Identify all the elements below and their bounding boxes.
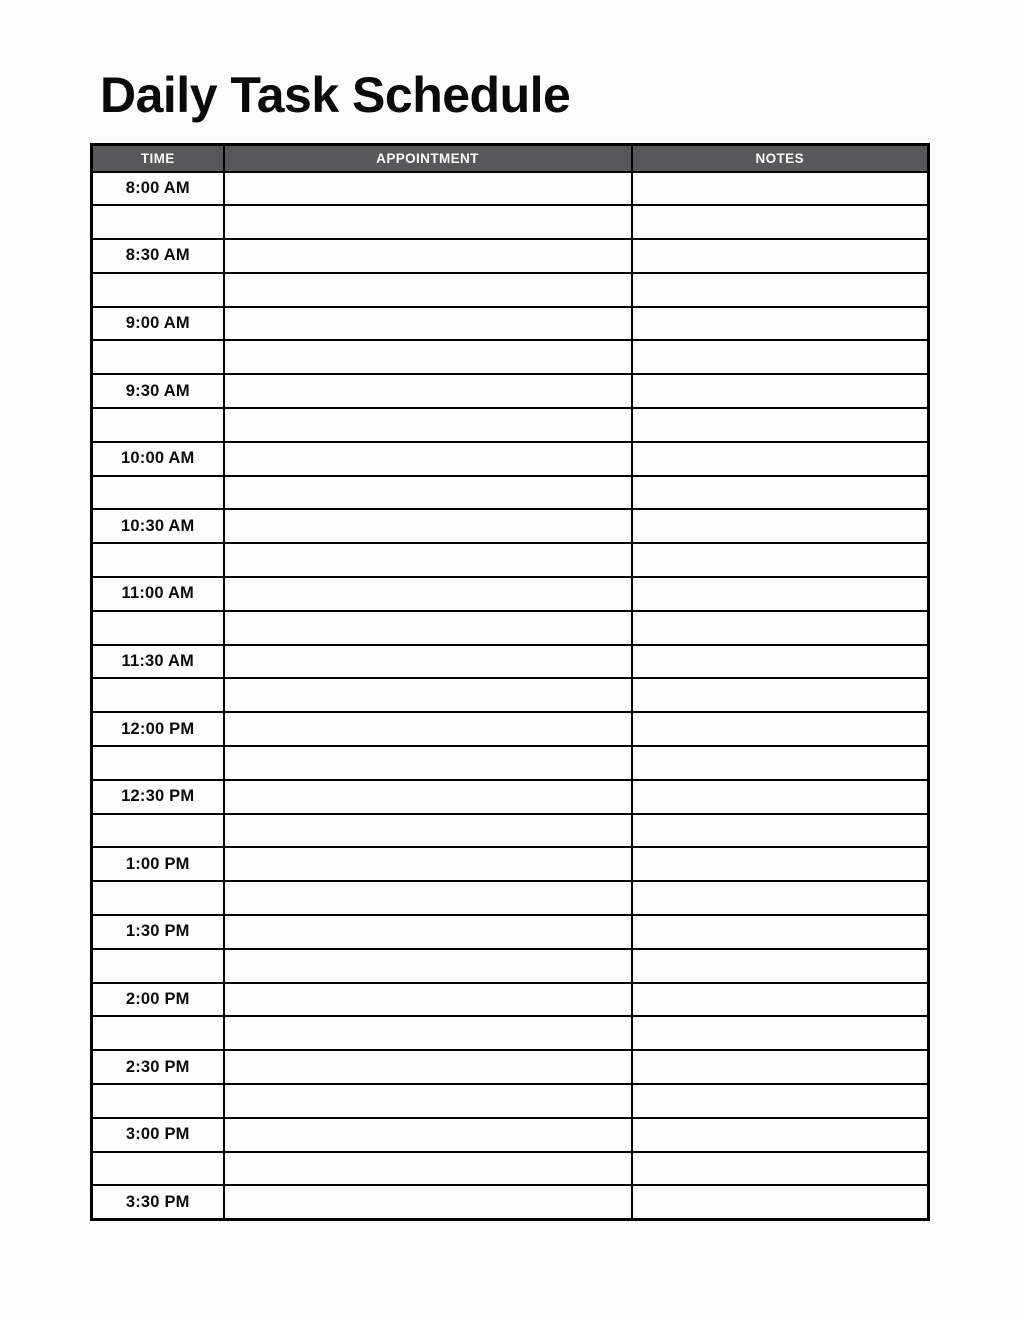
notes-cell: [632, 442, 929, 476]
notes-cell: [632, 1050, 929, 1084]
time-slot-row: [92, 915, 929, 949]
appointment-cell: [224, 1050, 632, 1084]
time-slot-row: [92, 172, 929, 206]
notes-cell: [632, 1185, 929, 1219]
appointment-cell: [224, 881, 632, 915]
notes-cell: [632, 239, 929, 273]
appointment-cell: [224, 509, 632, 543]
time-cell: 8:00 AM: [92, 172, 224, 206]
notes-cell: [632, 915, 929, 949]
time-cell: 9:00 AM: [92, 307, 224, 341]
appointment-cell: [224, 780, 632, 814]
time-cell: [92, 340, 224, 374]
spacer-row: [92, 949, 929, 983]
time-cell: [92, 273, 224, 307]
spacer-row: [92, 814, 929, 848]
notes-cell: [632, 307, 929, 341]
appointment-cell: [224, 543, 632, 577]
notes-cell: [632, 205, 929, 239]
time-cell: [92, 746, 224, 780]
time-cell: 12:30 PM: [92, 780, 224, 814]
notes-cell: [632, 1118, 929, 1152]
spacer-row: [92, 1084, 929, 1118]
table-header-row: [92, 145, 929, 172]
appointment-cell: [224, 847, 632, 881]
time-cell: 3:00 PM: [92, 1118, 224, 1152]
notes-cell: [632, 746, 929, 780]
time-cell: 1:00 PM: [92, 847, 224, 881]
spacer-row: [92, 678, 929, 712]
time-slot-row: [92, 1050, 929, 1084]
appointment-cell: [224, 205, 632, 239]
time-cell: [92, 678, 224, 712]
time-cell: 11:30 AM: [92, 645, 224, 679]
time-slot-row: [92, 847, 929, 881]
time-slot-row: [92, 983, 929, 1017]
time-slot-row: [92, 374, 929, 408]
time-cell: [92, 881, 224, 915]
appointment-cell: [224, 273, 632, 307]
appointment-cell: [224, 949, 632, 983]
notes-cell: [632, 340, 929, 374]
appointment-cell: [224, 1118, 632, 1152]
time-cell: 3:30 PM: [92, 1185, 224, 1219]
time-cell: 2:00 PM: [92, 983, 224, 1017]
time-cell: [92, 1152, 224, 1186]
appointment-cell: [224, 814, 632, 848]
appointment-cell: [224, 611, 632, 645]
column-header-notes: NOTES: [632, 145, 929, 172]
appointment-cell: [224, 577, 632, 611]
time-cell: [92, 611, 224, 645]
spacer-row: [92, 273, 929, 307]
appointment-cell: [224, 374, 632, 408]
notes-cell: [632, 949, 929, 983]
spacer-row: [92, 746, 929, 780]
spacer-row: [92, 881, 929, 915]
notes-cell: [632, 780, 929, 814]
notes-cell: [632, 847, 929, 881]
notes-cell: [632, 645, 929, 679]
spacer-row: [92, 340, 929, 374]
appointment-cell: [224, 1084, 632, 1118]
time-cell: [92, 814, 224, 848]
appointment-cell: [224, 678, 632, 712]
notes-cell: [632, 881, 929, 915]
spacer-row: [92, 408, 929, 442]
time-slot-row: [92, 780, 929, 814]
appointment-cell: [224, 746, 632, 780]
appointment-cell: [224, 340, 632, 374]
notes-cell: [632, 408, 929, 442]
time-slot-row: [92, 442, 929, 476]
time-cell: 2:30 PM: [92, 1050, 224, 1084]
appointment-cell: [224, 1185, 632, 1219]
notes-cell: [632, 678, 929, 712]
notes-cell: [632, 273, 929, 307]
notes-cell: [632, 374, 929, 408]
spacer-row: [92, 1016, 929, 1050]
spacer-row: [92, 476, 929, 510]
schedule-table-body: [92, 172, 929, 1220]
time-cell: 11:00 AM: [92, 577, 224, 611]
spacer-row: [92, 611, 929, 645]
notes-cell: [632, 543, 929, 577]
time-cell: 9:30 AM: [92, 374, 224, 408]
time-cell: 1:30 PM: [92, 915, 224, 949]
time-slot-row: [92, 577, 929, 611]
appointment-cell: [224, 915, 632, 949]
schedule-table: [90, 143, 930, 1221]
time-cell: [92, 1084, 224, 1118]
notes-cell: [632, 172, 929, 206]
notes-cell: [632, 611, 929, 645]
time-cell: [92, 543, 224, 577]
time-slot-row: [92, 1185, 929, 1219]
time-cell: [92, 949, 224, 983]
time-cell: [92, 408, 224, 442]
time-slot-row: [92, 712, 929, 746]
appointment-cell: [224, 1016, 632, 1050]
time-cell: [92, 205, 224, 239]
column-header-time: TIME: [92, 145, 224, 172]
spacer-row: [92, 1152, 929, 1186]
notes-cell: [632, 983, 929, 1017]
time-cell: 10:00 AM: [92, 442, 224, 476]
appointment-cell: [224, 645, 632, 679]
notes-cell: [632, 509, 929, 543]
time-slot-row: [92, 307, 929, 341]
time-cell: 12:00 PM: [92, 712, 224, 746]
spacer-row: [92, 543, 929, 577]
notes-cell: [632, 476, 929, 510]
appointment-cell: [224, 1152, 632, 1186]
notes-cell: [632, 1152, 929, 1186]
notes-cell: [632, 712, 929, 746]
notes-cell: [632, 1084, 929, 1118]
appointment-cell: [224, 172, 632, 206]
time-slot-row: [92, 239, 929, 273]
time-cell: 8:30 AM: [92, 239, 224, 273]
notes-cell: [632, 1016, 929, 1050]
notes-cell: [632, 577, 929, 611]
time-cell: 10:30 AM: [92, 509, 224, 543]
appointment-cell: [224, 307, 632, 341]
appointment-cell: [224, 442, 632, 476]
time-cell: [92, 1016, 224, 1050]
column-header-appointment: APPOINTMENT: [224, 145, 632, 172]
time-slot-row: [92, 645, 929, 679]
page-title: Daily Task Schedule: [100, 67, 571, 123]
spacer-row: [92, 205, 929, 239]
time-slot-row: [92, 509, 929, 543]
appointment-cell: [224, 712, 632, 746]
time-cell: [92, 476, 224, 510]
appointment-cell: [224, 408, 632, 442]
notes-cell: [632, 814, 929, 848]
appointment-cell: [224, 239, 632, 273]
time-slot-row: [92, 1118, 929, 1152]
appointment-cell: [224, 983, 632, 1017]
appointment-cell: [224, 476, 632, 510]
